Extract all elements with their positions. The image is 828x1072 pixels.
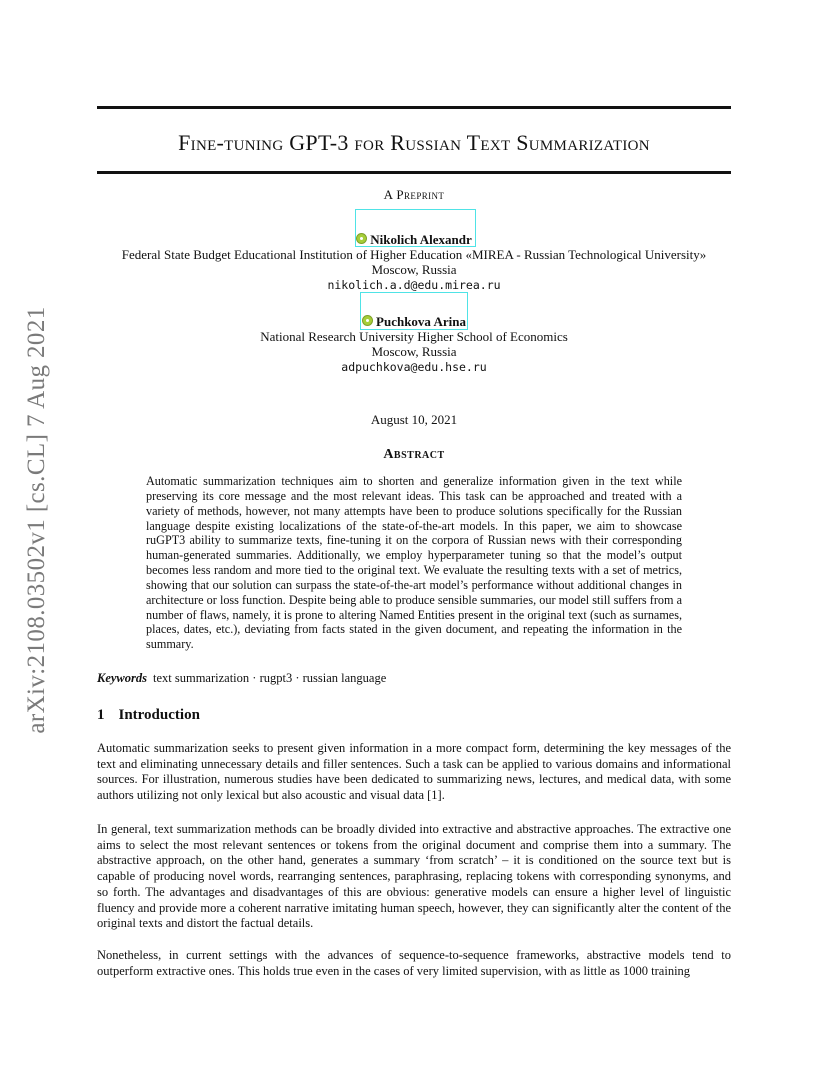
author-2-name-line [60,314,768,330]
intro-paragraph-1: Automatic summarization seeks to present given information in a more compact form, determining the key messages of the text and eliminating unnecessary details and filler sentences. Such a task can be applied to various domains and informational sources. For illustration, numerous studies have been dedicated to summarizing news, lectures, and medical data, with some authors utilizing not only lexical but also acoustic and visual data [1]. [97,741,731,803]
arxiv-side-stamp: arXiv:2108.03502v1 [cs.CL] 7 Aug 2021 [23,306,50,734]
author-2-affiliation: National Research University Higher School of Economics [260,329,568,344]
paper-title: Fine-tuning GPT-3 for Russian Text Summarization [178,130,650,155]
section-heading [97,707,200,724]
author-1-affiliation: Federal State Budget Educational Institution of Higher Education «MIREA - Russian Technological University» [121,247,707,262]
author-1-name-line [60,232,768,248]
keywords-line [97,671,386,686]
author-1-email[interactable]: nikolich.a.d@edu.mirea.ru [327,278,501,292]
author-1-name[interactable]: Nikolich Alexandr [370,232,472,247]
orcid-icon[interactable] [362,315,373,326]
keywords-text: text summarization · rugpt3 · russian language [153,671,387,685]
author-2-location: Moscow, Russia [371,344,457,359]
author-2-name[interactable]: Puchkova Arina [376,314,466,329]
abstract-text: Automatic summarization techniques aim to shorten and generalize information given in the text while preserving its core message and the most relevant ideas. This task can be approached and treated with a variety of methods, however, not many attempts have been to produce solutions specifically for the Russian language despite existing localizations of the state-of-the-art models. In this paper, we aim to showcase ruGPT3 ability to summarize texts, fine-tuning it on the corpora of Russian news with their corresponding human-generated summaries. Additionally, we employ hyperparameter tuning so that the model’s output becomes less random and more tied to the original text. We evaluate the resulting texts with a set of metrics, showing that our solution can surpass the state-of-the-art model’s performance without additional changes in architecture or loss function. Despite being able to produce sensible summaries, our model still suffers from a number of flaws, namely, it is prone to altering Named Entities present in the original text (such as surnames, places, dates, etc.), deviating from facts stated in the given document, and repeating the information in the summary. [146,474,682,652]
intro-paragraph-3: Nonetheless, in current settings with the advances of sequence-to-sequence frameworks, abstractive models tend to outperform extractive ones. This holds true even in the cases of very limited supervision, with as little as 1000 training [97,948,731,978]
section-number: 1 [97,707,105,723]
orcid-icon[interactable] [356,233,367,244]
paper-date: August 10, 2021 [370,412,458,427]
author-1-location: Moscow, Russia [371,262,457,277]
title-bottom-rule [97,171,731,174]
author-2-email[interactable]: adpuchkova@edu.hse.ru [341,360,487,374]
title-top-rule [97,106,731,109]
intro-paragraph-2: In general, text summarization methods can be broadly divided into extractive and abstractive approaches. The extractive one aims to select the most relevant sentences or tokens from the original document and comprise them into a summary. The abstractive approach, on the other hand, generates a summary ‘from scratch’ – it is conditioned on the source text but is capable of producing novel words, rearranging sentences, paraphrasing, replacing tokens with corresponding synonyms, and so forth. The advantages and disadvantages of this are obvious: generative models can ensure a higher level of linguistic fluency and provide more a coherent narrative imitating human speech, however, they can significantly alter the content of the original texts and distort the factual details. [97,822,731,931]
section-title: Introduction [118,707,200,723]
keywords-label: Keywords [97,671,147,685]
abstract-heading: Abstract [383,447,445,462]
preprint-label: A Preprint [383,187,445,202]
